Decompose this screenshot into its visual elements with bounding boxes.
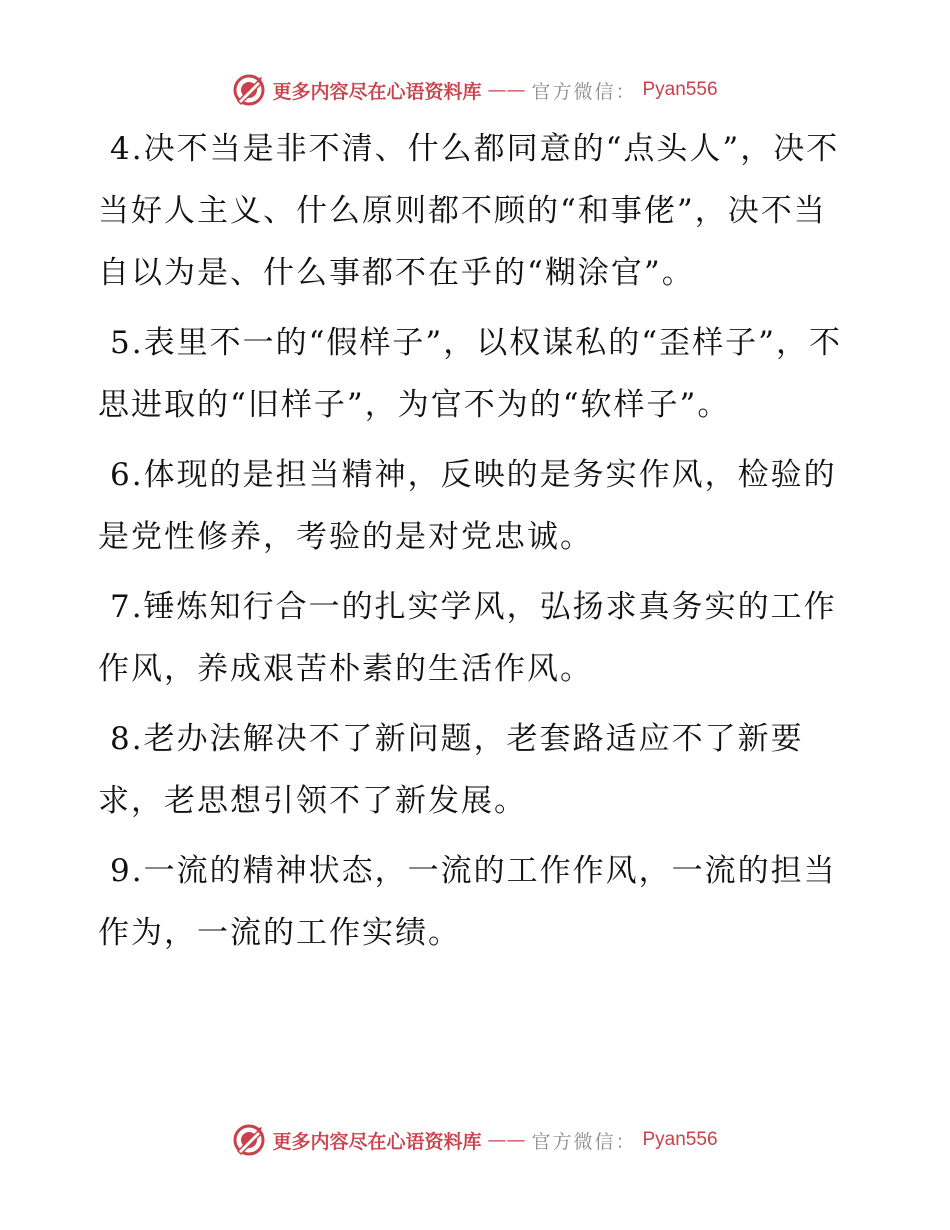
- watermark-wechat-id: Pyan556: [642, 1129, 718, 1150]
- watermark-dash: ——: [487, 79, 526, 101]
- watermark-wechat-id: Pyan556: [642, 79, 718, 100]
- list-item: 6.体现的是担当精神，反映的是务实作风，检验的是党性修养，考验的是对党忠诚。: [98, 457, 837, 555]
- list-item: 4.决不当是非不清、什么都同意的“点头人”，决不当好人主义、什么原则都不顾的“和事佬”，决不当自以为是、什么事都不在乎的“糊涂官”。: [98, 131, 840, 291]
- watermark-dash: ——: [487, 1129, 526, 1151]
- watermark-text: 更多内容尽在心语资料库: [272, 80, 482, 103]
- watermark-label: 官方微信：: [531, 1130, 637, 1153]
- footer-watermark: [0, 1120, 950, 1160]
- watermark-label: 官方微信：: [531, 80, 637, 103]
- pen-logo-icon: [232, 1123, 266, 1157]
- list-item: 8.老办法解决不了新问题，老套路适应不了新要求，老思想引领不了新发展。: [98, 721, 804, 819]
- header-watermark: [0, 70, 950, 110]
- list-item: 9.一流的精神状态，一流的工作作风，一流的担当作为，一流的工作实绩。: [98, 853, 837, 951]
- list-item: 7.锤炼知行合一的扎实学风，弘扬求真务实的工作作风，养成艰苦朴素的生活作风。: [98, 589, 837, 687]
- list-item: 5.表里不一的“假样子”，以权谋私的“歪样子”，不思进取的“旧样子”，为官不为的“软样子”。: [98, 325, 842, 423]
- pen-logo-icon: [232, 73, 266, 107]
- document-body: [98, 118, 858, 972]
- watermark-text: 更多内容尽在心语资料库: [272, 1130, 482, 1153]
